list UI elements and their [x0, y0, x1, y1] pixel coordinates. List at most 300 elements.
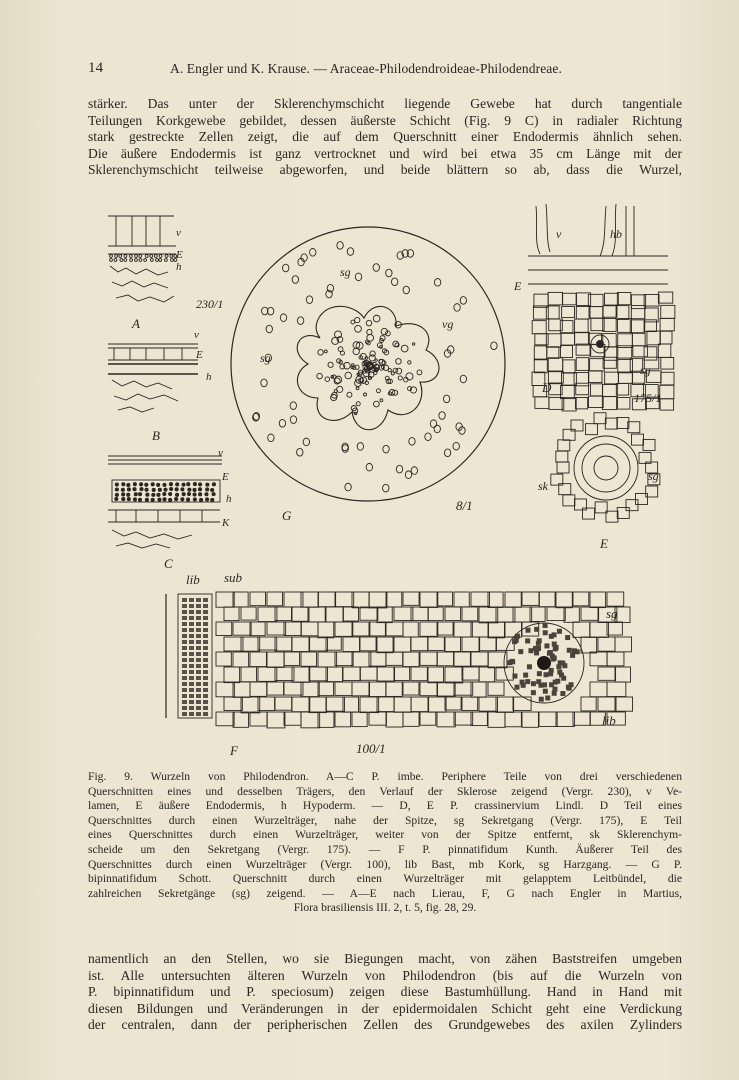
secretory-duct — [283, 264, 289, 272]
cell — [420, 682, 438, 696]
cell — [564, 607, 579, 622]
cell — [471, 682, 486, 697]
cell — [212, 493, 215, 496]
cell — [224, 607, 239, 621]
cell — [145, 498, 148, 501]
cell — [631, 306, 644, 319]
panel-f-label-lib-right: lib — [602, 713, 616, 728]
cell — [203, 634, 208, 638]
secretory-duct — [347, 248, 353, 256]
panel-e-label-sk: sk — [538, 479, 548, 493]
cell — [585, 424, 597, 435]
cell — [603, 357, 616, 368]
cell — [203, 652, 208, 656]
cell — [159, 255, 162, 258]
cell — [318, 350, 323, 355]
cell — [199, 498, 202, 501]
cell — [496, 607, 515, 622]
cell — [505, 592, 521, 607]
cell — [462, 697, 478, 711]
cell — [169, 483, 172, 486]
cell — [536, 679, 541, 684]
cell — [377, 389, 381, 393]
cell — [575, 398, 587, 409]
cell — [169, 492, 172, 495]
secretory-duct — [297, 317, 303, 325]
text-line: Die äußere Endodermis ist ganz vertrocknet und wird bei etwa 35 cm Länge mit der — [88, 145, 682, 161]
cell — [644, 347, 657, 360]
cell — [171, 259, 174, 262]
secretory-duct — [460, 375, 466, 383]
cell — [196, 616, 201, 620]
cell — [182, 493, 185, 496]
cell — [233, 592, 248, 607]
cell — [110, 255, 113, 258]
cell — [110, 259, 113, 262]
secretory-duct — [430, 420, 436, 428]
cell — [556, 712, 574, 726]
cell — [525, 679, 530, 684]
panel-g-inner-cells — [317, 315, 422, 414]
cell — [628, 422, 640, 433]
cell — [326, 637, 341, 650]
secretory-duct — [396, 465, 402, 473]
cell — [369, 355, 375, 361]
cell — [115, 255, 118, 258]
cell — [164, 488, 167, 491]
cell — [292, 637, 310, 652]
panel-a-label-h: h — [176, 261, 182, 273]
cell — [127, 483, 130, 486]
cell — [462, 637, 480, 652]
cell — [528, 648, 533, 653]
cell — [301, 622, 318, 636]
cell — [122, 483, 125, 486]
cell — [145, 255, 148, 258]
cell — [309, 697, 326, 713]
cell — [284, 652, 300, 665]
cell — [182, 634, 187, 638]
panel-f-parenchyma — [216, 592, 633, 728]
panel-f-scale: 100/1 — [356, 741, 386, 756]
cell — [115, 488, 118, 491]
cell — [616, 383, 628, 395]
secretory-duct — [411, 467, 417, 475]
cell — [353, 348, 359, 354]
cell — [428, 697, 446, 712]
cell — [343, 697, 358, 712]
panel-c — [108, 447, 232, 571]
cell — [199, 493, 202, 496]
cell — [335, 622, 353, 636]
paragraph-bottom — [88, 951, 682, 1034]
cell — [557, 629, 562, 634]
cell — [417, 370, 422, 375]
cell — [380, 336, 385, 341]
cell — [325, 377, 330, 382]
cell — [196, 694, 201, 698]
cell — [189, 604, 194, 608]
cell — [138, 493, 141, 496]
cell — [411, 667, 427, 681]
cell — [318, 682, 334, 696]
cell — [130, 259, 133, 262]
cell — [133, 488, 136, 491]
cell — [560, 691, 565, 696]
cell — [150, 259, 153, 262]
cell — [196, 712, 201, 716]
cell — [196, 700, 201, 704]
cell — [135, 255, 138, 258]
cell — [188, 488, 191, 491]
cell — [369, 622, 385, 636]
cell — [301, 652, 316, 666]
cell — [563, 495, 575, 506]
secretory-duct — [373, 264, 379, 272]
cell — [607, 622, 622, 635]
cell — [212, 483, 215, 486]
cell — [394, 667, 410, 680]
cell — [403, 712, 419, 726]
cell — [544, 643, 549, 648]
cell — [203, 712, 208, 716]
cell — [479, 667, 495, 682]
cell — [643, 439, 655, 450]
cell — [216, 622, 232, 636]
cell — [196, 670, 201, 674]
panel-f-label-sg: sg — [606, 606, 618, 621]
cell — [590, 307, 603, 319]
cell — [203, 688, 208, 692]
cell — [454, 652, 470, 666]
cell — [567, 686, 572, 691]
cell — [326, 667, 343, 682]
cell — [121, 488, 124, 491]
cell — [203, 670, 208, 674]
cell — [292, 697, 310, 712]
cell — [590, 682, 607, 697]
cell — [561, 676, 566, 681]
cell — [543, 672, 548, 677]
cell — [182, 640, 187, 644]
cell — [660, 331, 672, 344]
cell — [615, 667, 631, 682]
cell — [340, 351, 344, 355]
cell — [591, 384, 603, 396]
cell — [445, 637, 460, 651]
running-title: A. Engler und K. Krause. — Araceae-Philodendroideae-Philodendreae. — [170, 61, 562, 76]
caption-line: Flora brasiliensis III. 2, t. 5, fig. 28, 29. — [293, 901, 477, 915]
cell — [536, 641, 541, 646]
cell — [523, 673, 528, 678]
cell — [258, 607, 277, 622]
cell — [531, 681, 536, 686]
cell — [170, 487, 173, 490]
cell — [163, 492, 166, 495]
panel-d-label-sg: sg — [640, 363, 651, 377]
cell — [189, 694, 194, 698]
cell — [537, 671, 542, 676]
cell — [604, 293, 618, 305]
cell — [437, 652, 454, 666]
cell — [335, 712, 351, 727]
cell — [363, 393, 366, 396]
cell — [181, 488, 184, 491]
cell — [343, 667, 360, 681]
cell — [196, 676, 201, 680]
cell — [150, 255, 153, 258]
cell — [318, 652, 337, 667]
cell — [401, 345, 408, 352]
cell — [182, 658, 187, 662]
panel-d-scale: 175/1 — [634, 391, 662, 405]
panel-g-label-sg-left: sg — [260, 351, 271, 365]
cell — [203, 676, 208, 680]
cell — [309, 667, 327, 681]
panel-f-label-lib: lib — [186, 572, 200, 587]
text-line: stärker. Das unter der Sklerenchymschicht liegende Gewebe hat durch tangentiale — [88, 96, 682, 111]
cell — [512, 674, 517, 679]
cell — [134, 493, 137, 496]
secretory-duct — [310, 249, 316, 257]
cell — [542, 682, 547, 687]
cell — [182, 604, 187, 608]
cell — [471, 592, 489, 606]
cell — [525, 638, 530, 643]
cell — [275, 667, 294, 680]
cell — [513, 697, 531, 710]
cell — [165, 255, 168, 258]
cell — [644, 294, 659, 306]
cell — [412, 343, 414, 345]
cell — [534, 346, 547, 360]
cell — [115, 497, 118, 500]
cell — [203, 622, 208, 626]
cell — [386, 592, 402, 607]
secretory-duct — [261, 379, 267, 387]
cell — [360, 637, 376, 651]
cell — [187, 483, 190, 486]
cell — [145, 488, 148, 491]
cell — [367, 334, 374, 341]
cell — [196, 640, 201, 644]
cell — [139, 259, 142, 262]
cell — [120, 259, 123, 262]
cell — [557, 462, 569, 473]
cell — [267, 682, 284, 695]
cell — [403, 592, 419, 605]
cell — [403, 622, 418, 637]
cell — [216, 682, 234, 697]
secretory-duct — [303, 438, 309, 446]
panel-e-cells — [551, 413, 660, 522]
cell — [563, 360, 575, 373]
panel-d-label-hb: hb — [610, 227, 622, 241]
cell — [543, 623, 548, 628]
panel-f-letter: F — [230, 743, 238, 758]
cell — [198, 488, 201, 491]
caption-line: Querschnittes durch einen Wurzelträger (Vergr. 100), lib Bast, mb Kork, sg Harzgang. — G P. — [88, 857, 682, 871]
cell — [170, 255, 173, 258]
cell — [189, 706, 194, 710]
cell — [454, 592, 469, 607]
cell — [175, 497, 178, 500]
cell — [189, 682, 194, 686]
panel-g-label-sg: sg — [340, 265, 351, 279]
caption-line: lamen, E äußere Endodermis, h Hypoderm. — D, E P. crassinervium Lindl. D Teil eines — [88, 799, 682, 813]
cell — [216, 712, 234, 726]
cell — [196, 646, 201, 650]
cell — [369, 592, 387, 608]
cell — [396, 359, 402, 365]
cell — [590, 622, 608, 637]
cell — [394, 697, 411, 712]
cell — [411, 607, 428, 621]
caption-line: zahlreichen Sekretgänge (sg) zeigend. — A—E nach Lierau, F, G nach Engler in Martius, — [88, 886, 682, 900]
panel-c-label-k: K — [222, 517, 230, 529]
cell — [548, 358, 562, 371]
cell — [360, 697, 379, 713]
cell — [661, 357, 674, 369]
cell — [607, 652, 624, 666]
cell — [543, 689, 548, 694]
cell — [175, 488, 178, 491]
cell — [408, 361, 411, 364]
cell — [258, 697, 275, 711]
secretory-duct — [306, 296, 312, 304]
cell — [547, 651, 552, 656]
cell — [189, 616, 194, 620]
cell — [181, 498, 184, 501]
cell — [292, 667, 310, 682]
caption-line: bipinnatifidum Schott. Querschnitt durch einen Wurzelträger mit gelapptem Leitbündel, die — [88, 872, 682, 886]
cell — [189, 658, 194, 662]
cell — [615, 697, 633, 711]
cell — [505, 712, 521, 727]
cell — [189, 598, 194, 602]
cell — [189, 688, 194, 692]
cell — [127, 488, 130, 491]
secretory-duct — [460, 297, 466, 305]
cell — [454, 622, 472, 637]
cell — [561, 333, 574, 345]
cell — [352, 622, 370, 636]
cell — [176, 483, 179, 486]
panel-f-bast-cells — [182, 598, 208, 716]
cell — [196, 598, 201, 602]
cell — [552, 632, 557, 637]
cell — [203, 646, 208, 650]
cell — [380, 399, 383, 402]
secretory-duct — [290, 416, 296, 424]
cell — [522, 592, 539, 605]
cell — [356, 387, 359, 390]
cell — [163, 498, 166, 501]
cell — [617, 293, 630, 305]
cell — [590, 592, 606, 608]
cell — [369, 712, 386, 725]
cell — [241, 697, 260, 713]
cell — [411, 637, 428, 651]
cell — [182, 622, 187, 626]
cell — [182, 598, 187, 602]
cell — [603, 306, 617, 317]
cell — [328, 362, 333, 367]
secretory-duct — [345, 483, 351, 491]
cell — [335, 652, 353, 666]
panel-g-label-vg: vg — [442, 317, 454, 331]
cell — [189, 634, 194, 638]
cell — [534, 294, 548, 307]
cell — [203, 700, 208, 704]
cell — [532, 321, 546, 334]
cell — [616, 306, 629, 320]
cell — [124, 255, 127, 258]
cell — [324, 350, 327, 353]
cell — [203, 610, 208, 614]
cell — [156, 259, 159, 262]
secretory-duct — [409, 438, 415, 446]
cell — [203, 682, 208, 686]
cell — [374, 401, 380, 407]
cell — [488, 592, 503, 607]
panel-d-label-e: E — [514, 279, 522, 293]
cell — [647, 331, 660, 345]
cell — [159, 259, 162, 262]
cell — [534, 650, 539, 655]
cell — [196, 652, 201, 656]
cell — [479, 607, 498, 623]
cell — [152, 488, 155, 491]
cell — [602, 385, 617, 397]
cell — [591, 318, 604, 331]
cell — [560, 346, 572, 358]
paragraph-top — [88, 96, 682, 179]
cell — [420, 652, 437, 665]
cell — [233, 682, 250, 697]
cell — [479, 637, 496, 651]
cell — [394, 637, 411, 652]
secretory-duct — [357, 443, 363, 451]
cell — [352, 592, 369, 608]
cell — [535, 397, 549, 409]
cell — [420, 592, 438, 607]
panel-c-label-v: v — [218, 447, 223, 459]
cell — [182, 688, 187, 692]
cell — [144, 259, 147, 262]
cell — [406, 373, 413, 380]
cell — [133, 498, 136, 501]
cell — [377, 637, 393, 653]
panel-g-letter: G — [282, 508, 292, 523]
cell — [534, 359, 547, 373]
cell — [606, 511, 618, 522]
cell — [182, 676, 187, 680]
cell — [198, 483, 201, 486]
caption-line: Fig. 9. Wurzeln von Philodendron. A—C P. imbe. Periphere Teile von drei verschiedenen — [88, 770, 682, 783]
cell — [471, 652, 488, 666]
cell — [224, 667, 240, 683]
cell — [386, 652, 403, 665]
cell — [275, 607, 291, 621]
cell — [189, 646, 194, 650]
cell — [326, 697, 344, 711]
cell — [233, 622, 251, 635]
cell — [615, 637, 631, 652]
figure-illustration — [86, 198, 686, 763]
cell — [258, 667, 277, 681]
cell — [661, 372, 674, 385]
